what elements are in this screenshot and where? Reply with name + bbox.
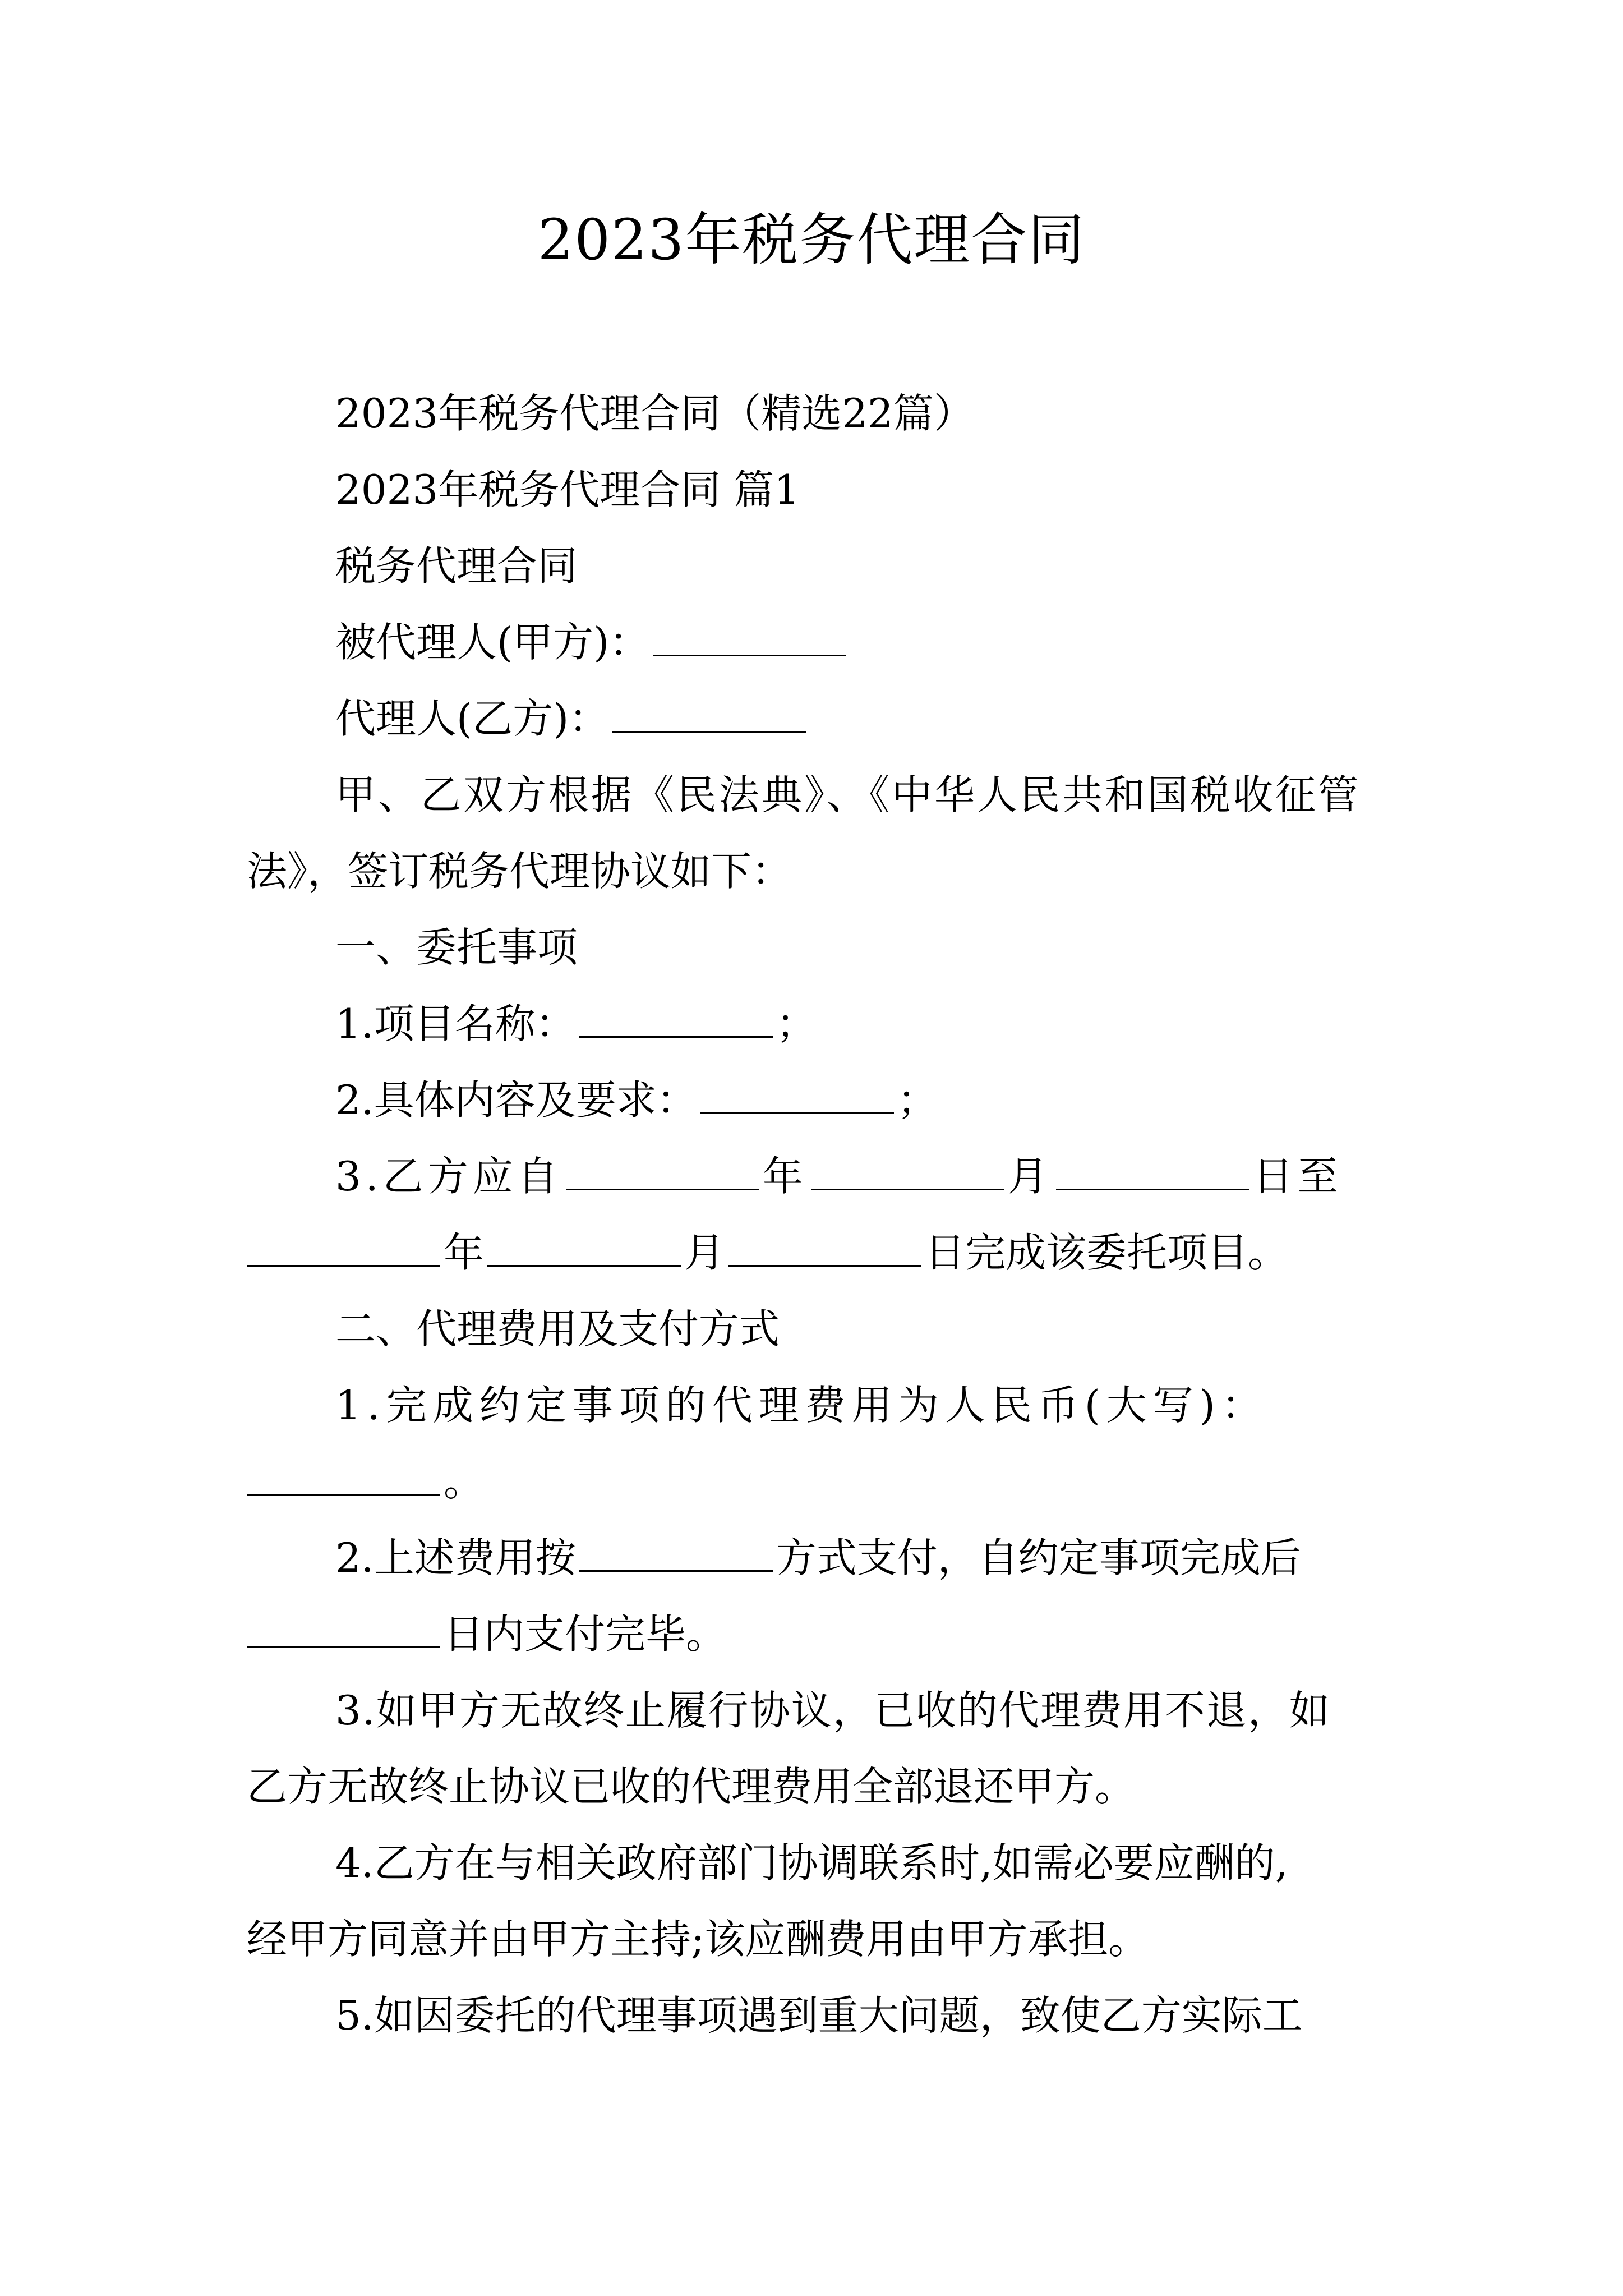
item-punct: ； — [776, 1000, 817, 1047]
item-label: 1.项目名称： — [335, 1000, 576, 1047]
contract-name: 税务代理合同 — [335, 542, 578, 590]
payment-days-blank — [247, 1606, 440, 1648]
item-label: 3.乙方应自 — [335, 1153, 562, 1200]
party-b-line — [335, 691, 809, 747]
year-label: 年 — [444, 1229, 485, 1276]
party-b-label: 代理人(乙方)： — [335, 695, 610, 742]
item-line — [335, 996, 817, 1052]
item-text: 日内支付完毕。 — [444, 1611, 727, 1658]
paragraph-line: 乙方无故终止协议已收的代理费用全部退还甲方。 — [247, 1763, 1136, 1810]
paragraph-line: 5.如因委托的代理事项遇到重大问题，致使乙方实际工 — [335, 1992, 1303, 2039]
month-label: 月 — [684, 1229, 725, 1276]
start-month-blank — [811, 1148, 1004, 1190]
start-day-blank — [1056, 1148, 1249, 1190]
section-heading: 2023年税务代理合同 篇1 — [335, 466, 800, 513]
project-name-blank — [579, 996, 773, 1038]
item-line — [335, 1530, 1301, 1586]
subtitle-line: 2023年税务代理合同（精选22篇） — [335, 390, 974, 437]
end-year-blank — [247, 1225, 440, 1267]
fee-amount-blank — [247, 1453, 440, 1496]
item-punct: ； — [897, 1076, 938, 1124]
paragraph-line: 甲、乙双方根据《民法典》、《中华人民共和国税收征管 — [335, 771, 1361, 818]
month-label: 月 — [1007, 1153, 1053, 1200]
party-a-label: 被代理人(甲方)： — [335, 619, 650, 666]
paragraph-line: 法》，签订税务代理协议如下： — [247, 848, 792, 895]
end-day-blank — [728, 1225, 921, 1267]
item-text: 方式支付，自约定事项完成后 — [776, 1534, 1301, 1581]
item-label: 2.上述费用按 — [335, 1534, 576, 1581]
start-year-blank — [566, 1148, 759, 1190]
item-line — [335, 1072, 938, 1128]
item-line — [247, 1606, 726, 1662]
party-a-blank — [653, 614, 846, 656]
section-heading: 二、代理费用及支付方式 — [335, 1305, 780, 1352]
payment-method-blank — [579, 1530, 773, 1572]
day-label: 日至 — [1252, 1153, 1343, 1200]
completion-text: 日完成该委托项目。 — [925, 1229, 1289, 1276]
paragraph-line: 1.完成约定事项的代理费用为人民币(大写)： — [335, 1382, 1268, 1429]
party-b-blank — [612, 691, 806, 733]
end-month-blank — [487, 1225, 681, 1267]
period-mark: 。 — [444, 1458, 485, 1505]
item-label: 2.具体内容及要求： — [335, 1076, 697, 1124]
document-title: 2023年税务代理合同 — [537, 207, 1086, 273]
paragraph-line: 3.如甲方无故终止履行协议，已收的代理费用不退，如 — [335, 1687, 1331, 1734]
item-line — [335, 1148, 1343, 1204]
fee-amount-line — [247, 1453, 484, 1510]
section-heading: 一、委托事项 — [335, 924, 578, 971]
party-a-line — [335, 614, 850, 670]
requirements-blank — [700, 1072, 894, 1114]
year-label: 年 — [762, 1153, 808, 1200]
paragraph-line: 经甲方同意并由甲方主持;该应酬费用由甲方承担。 — [247, 1916, 1149, 1963]
paragraph-line: 4.乙方在与相关政府部门协调联系时,如需必要应酬的, — [335, 1839, 1288, 1887]
item-line — [247, 1225, 1288, 1281]
